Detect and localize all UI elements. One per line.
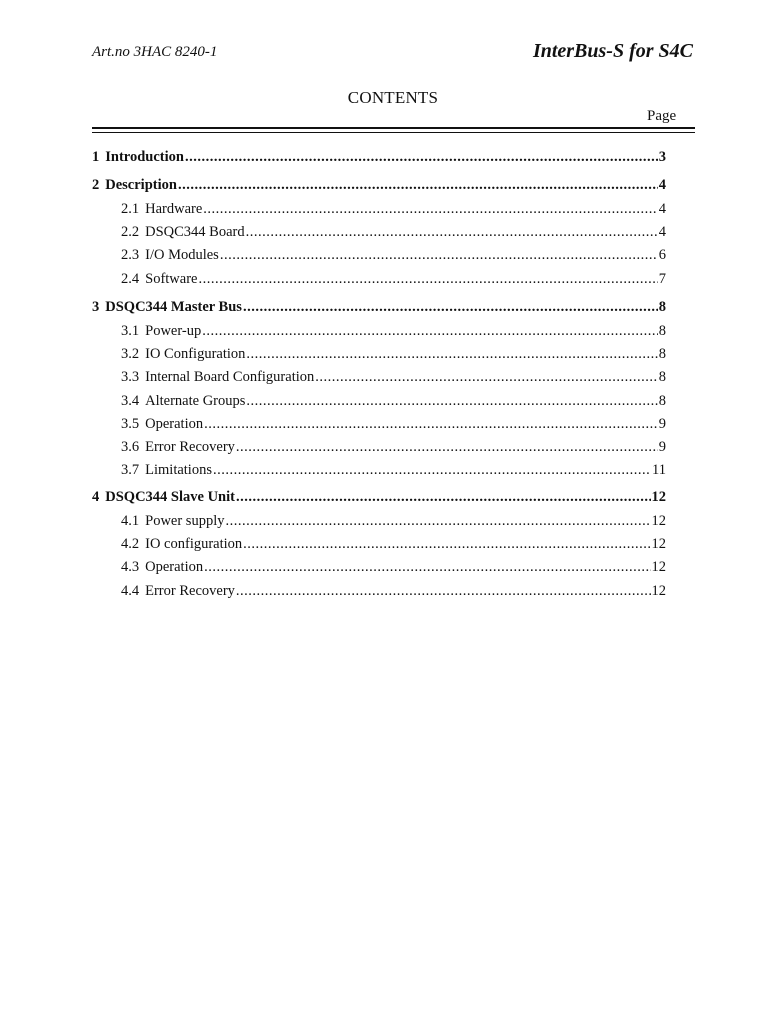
toc-entry-number: 3.3: [121, 369, 140, 386]
toc-entry-title: I/O Modules: [145, 247, 219, 264]
page-column-label: Page: [647, 108, 677, 124]
toc-entry-page: 12: [651, 559, 666, 576]
toc-leader-dots: [203, 200, 657, 218]
toc-entry-page: 8: [658, 299, 666, 315]
toc-entry-title: Error Recovery: [145, 439, 235, 455]
toc-entry-page: 8: [658, 346, 666, 363]
toc-entry-label: [92, 345, 245, 363]
toc-entry-label: [92, 415, 203, 433]
toc-entry-number: 3.6: [121, 439, 140, 455]
toc-leader-dots: [213, 461, 651, 479]
toc-entry-page: 12: [651, 536, 666, 553]
toc-entry-title: DSQC344 Slave Unit: [105, 489, 235, 505]
toc-entry-number: 4.1: [121, 513, 140, 529]
toc-entry-title: Description: [105, 177, 177, 193]
toc-entry-number: 4.4: [121, 582, 140, 599]
toc-entry-title: DSQC344 Board: [145, 224, 245, 241]
toc-leader-dots: [236, 582, 651, 600]
toc-subsection-entry[interactable]: [92, 223, 666, 241]
toc-subsection-entry[interactable]: [92, 368, 666, 386]
toc-entry-page: 9: [658, 439, 666, 455]
toc-entry-page: 8: [658, 392, 666, 409]
toc-entry-label: [92, 582, 235, 600]
toc-entry-page: 12: [651, 582, 666, 599]
toc-entry-label: [92, 558, 203, 576]
toc-subsection-entry[interactable]: [92, 512, 666, 530]
toc-leader-dots: [225, 512, 650, 530]
toc-entry-label: [92, 392, 245, 410]
toc-subsection-entry[interactable]: [92, 270, 666, 288]
contents-title: CONTENTS: [347, 88, 439, 107]
toc-entry-label: [92, 512, 224, 530]
toc-subsection-entry[interactable]: [92, 535, 666, 553]
toc-entry-title: Introduction: [105, 149, 184, 165]
header-rule-thick: [92, 127, 695, 129]
toc-entry-label: [92, 270, 197, 288]
toc-entry-number: 2.4: [121, 270, 140, 287]
toc-leader-dots: [243, 535, 650, 553]
toc-leader-dots: [246, 345, 657, 363]
toc-entry-number: 4: [92, 489, 100, 505]
toc-entry-number: 2.3: [121, 247, 140, 264]
toc-entry-page: 4: [658, 177, 666, 193]
toc-entry-page: 6: [658, 247, 666, 264]
toc-entry-title: IO configuration: [145, 536, 243, 553]
toc-leader-dots: [198, 270, 657, 288]
header-rule-thin: [92, 132, 695, 133]
toc-subsection-entry[interactable]: [92, 392, 666, 410]
toc-subsection-entry[interactable]: [92, 461, 666, 479]
toc-leader-dots: [204, 558, 650, 576]
toc-entry-label: [92, 223, 245, 241]
toc-entry-label: [92, 246, 219, 264]
toc-entry-title: Power-up: [145, 323, 202, 339]
toc-leader-dots: [315, 368, 658, 386]
toc-entry-title: Software: [145, 270, 198, 287]
toc-entry-label: [92, 200, 202, 218]
toc-entry-number: 3.1: [121, 323, 140, 339]
toc-entry-label: [92, 438, 235, 456]
toc-subsection-entry[interactable]: [92, 558, 666, 576]
toc-entry-label: [92, 298, 242, 316]
toc-leader-dots: [204, 415, 658, 433]
toc-leader-dots: [202, 322, 658, 340]
toc-entry-label: [92, 535, 242, 553]
toc-entry-title: Limitations: [145, 462, 212, 479]
toc-entry-number: 2: [92, 177, 100, 193]
toc-entry-number: 4.2: [121, 536, 140, 553]
toc-section-entry[interactable]: [92, 488, 666, 506]
toc-entry-page: 8: [658, 369, 666, 386]
toc-entry-title: Operation: [145, 415, 204, 432]
toc-entry-number: 2.1: [121, 201, 140, 217]
toc-leader-dots: [220, 246, 658, 264]
toc-entry-page: 3: [658, 149, 666, 165]
toc-entry-page: 4: [658, 224, 666, 241]
toc-entry-number: 4.3: [121, 559, 140, 576]
toc-entry-label: [92, 488, 235, 506]
toc-leader-dots: [178, 176, 658, 194]
toc-entry-number: 3.4: [121, 392, 140, 409]
article-number: Art.no 3HAC 8240-1: [92, 44, 218, 60]
toc-entry-title: Hardware: [145, 201, 203, 217]
toc-entry-label: [92, 322, 201, 340]
toc-entry-number: 3.5: [121, 415, 140, 432]
toc-entry-title: DSQC344 Master Bus: [105, 299, 242, 315]
toc-entry-number: 1: [92, 149, 100, 165]
toc-leader-dots: [185, 148, 658, 166]
toc-leader-dots: [236, 438, 658, 456]
toc-entry-title: Power supply: [145, 513, 225, 529]
toc-subsection-entry[interactable]: [92, 415, 666, 433]
toc-entry-page: 7: [658, 270, 666, 287]
toc-subsection-entry[interactable]: [92, 582, 666, 600]
toc-entry-number: 3: [92, 299, 100, 315]
document-title: InterBus-S for S4C: [532, 40, 693, 62]
toc-entry-number: 2.2: [121, 224, 140, 241]
toc-entry-title: IO Configuration: [145, 346, 246, 363]
toc-subsection-entry[interactable]: [92, 322, 666, 340]
toc-entry-page: 12: [651, 513, 666, 529]
toc-section-entry[interactable]: [92, 298, 666, 316]
toc-entry-label: [92, 368, 314, 386]
toc-subsection-entry[interactable]: [92, 200, 666, 218]
toc-entry-label: [92, 176, 177, 194]
toc-leader-dots: [236, 488, 651, 506]
toc-leader-dots: [243, 298, 658, 316]
toc-section-entry[interactable]: [92, 148, 666, 166]
toc-entry-page: 9: [658, 415, 666, 432]
toc-entry-page: 12: [651, 489, 666, 505]
toc-entry-title: Operation: [145, 559, 204, 576]
toc-entry-page: 11: [652, 462, 666, 479]
toc-entry-page: 8: [658, 323, 666, 339]
toc-leader-dots: [246, 392, 657, 410]
toc-entry-label: [92, 148, 184, 166]
toc-entry-title: Internal Board Configuration: [145, 369, 315, 386]
toc-leader-dots: [246, 223, 658, 241]
toc-subsection-entry[interactable]: [92, 438, 666, 456]
toc-entry-title: Error Recovery: [145, 582, 235, 599]
toc-subsection-entry[interactable]: [92, 246, 666, 264]
toc-entry-title: Alternate Groups: [145, 392, 246, 409]
toc-subsection-entry[interactable]: [92, 345, 666, 363]
toc-entry-number: 3.2: [121, 346, 140, 363]
toc-section-entry[interactable]: [92, 176, 666, 194]
toc-entry-label: [92, 461, 212, 479]
toc-entry-page: 4: [658, 201, 666, 217]
toc-entry-number: 3.7: [121, 462, 140, 479]
